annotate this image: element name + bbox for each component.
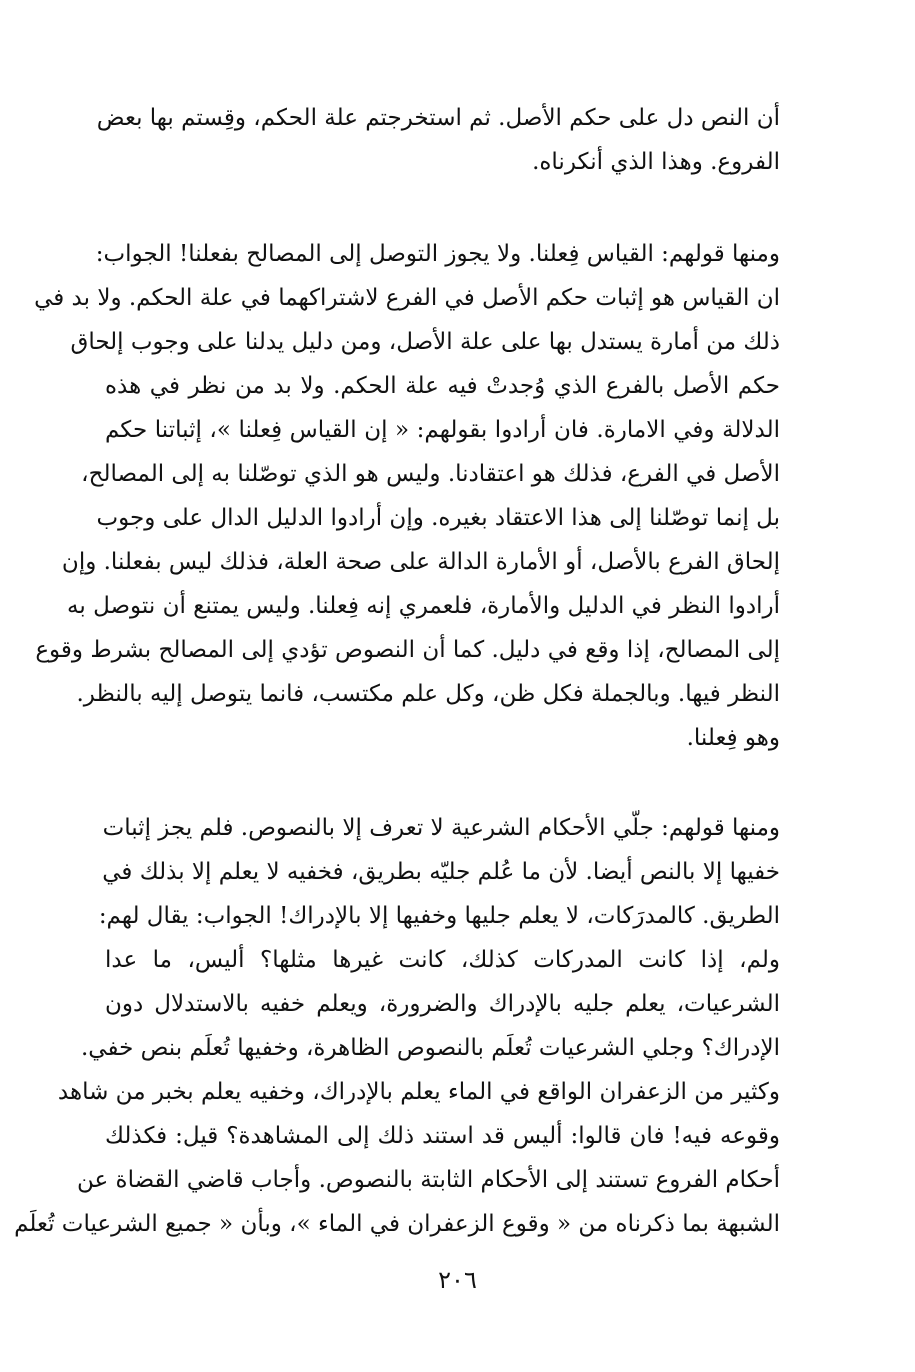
text-line: الشرعيات، يعلم جليه بالإدراك والضرورة، ويعلم خفيه بالاستدلال دون — [105, 991, 780, 1017]
text-line: أرادوا النظر في الدليل والأمارة، فلعمري إنه فِعلنا. وليس يمتنع أن نتوصل به — [67, 593, 780, 619]
text-line: ومنها قولهم: القياس فِعلنا. ولا يجوز التوصل إلى المصالح بفعلنا! الجواب: — [95, 241, 780, 267]
text-line: إلحاق الفرع بالأصل، أو الأمارة الدالة على صحة العلة، فذلك ليس بفعلنا. وإن — [61, 549, 780, 575]
text-line: وقوعه فيه! فان قالوا: أليس قد استند ذلك إلى المشاهدة؟ قيل: فكذلك — [105, 1123, 780, 1149]
text-line: ولم، إذا كانت المدركات كذلك، كانت غيرها مثلها؟ أليس، ما عدا — [105, 947, 780, 973]
text-line: الإدراك؟ وجلي الشرعيات تُعلَم بالنصوص الظاهرة، وخفيها تُعلَم بنص خفي. — [80, 1035, 780, 1061]
text-line: إلى المصالح، إذا وقع في دليل. كما أن النصوص تؤدي إلى المصالح بشرط وقوع — [35, 637, 780, 663]
page-number: ٢٠٦ — [438, 1266, 477, 1294]
text-line: ان القياس هو إثبات حكم الأصل في الفرع لاشتراكهما في علة الحكم. ولا بد في — [34, 285, 780, 311]
text-line: أحكام الفروع تستند إلى الأحكام الثابتة بالنصوص. وأجاب قاضي القضاة عن — [76, 1167, 780, 1193]
text-line: وكثير من الزعفران الواقع في الماء يعلم بالإدراك، وخفيه يعلم بخبر من شاهد — [57, 1079, 780, 1105]
text-line: الفروع. وهذا الذي أنكرناه. — [532, 149, 780, 175]
text-line: الدلالة وفي الامارة. فان أرادوا بقولهم: « إن القياس فِعلنا »، إثباتنا حكم — [105, 417, 780, 443]
text-line: بل إنما توصّلنا إلى هذا الاعتقاد بغيره. وإن أرادوا الدليل الدال على وجوب — [96, 505, 780, 531]
text-line: الأصل في الفرع، فذلك هو اعتقادنا. وليس هو الذي توصّلنا به إلى المصالح، — [81, 461, 780, 487]
text-line: خفيها إلا بالنص أيضا. لأن ما عُلم جليّه بطريق، فخفيه لا يعلم إلا بذلك في — [102, 859, 780, 885]
text-line: ذلك من أمارة يستدل بها على علة الأصل، ومن دليل يدلنا على وجوب إلحاق — [70, 329, 780, 355]
text-line: ومنها قولهم: جلّي الأحكام الشرعية لا تعرف إلا بالنصوص. فلم يجز إثبات — [102, 815, 780, 841]
text-line: وهو فِعلنا. — [686, 725, 780, 751]
text-line: الطريق. كالمدرَكات، لا يعلم جليها وخفيها إلا بالإدراك! الجواب: يقال لهم: — [98, 903, 780, 929]
text-line: حكم الأصل بالفرع الذي وُجدتْ فيه علة الحكم. ولا بد من نظر في هذه — [105, 373, 780, 399]
text-line: النظر فيها. وبالجملة فكل ظن، وكل علم مكتسب، فانما يتوصل إليه بالنظر. — [76, 681, 780, 707]
text-line: الشبهة بما ذكرناه من « وقوع الزعفران في الماء »، وبأن « جميع الشرعيات تُعلَم — [14, 1211, 780, 1237]
text-line: أن النص دل على حكم الأصل. ثم استخرجتم علة الحكم، وقِستم بها بعض — [96, 105, 780, 131]
